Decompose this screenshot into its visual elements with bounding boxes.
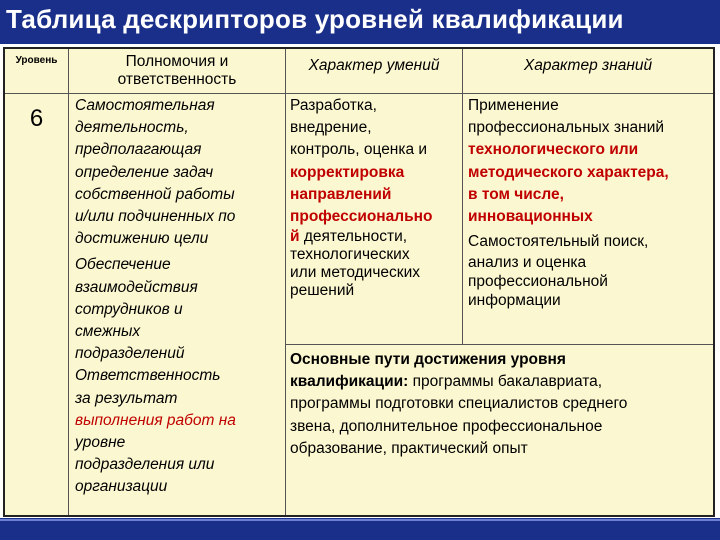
knowledge-cell (468, 95, 714, 310)
authority-line: достижению цели (75, 230, 209, 248)
paths-line: образование, практический опыт (290, 439, 528, 457)
knowledge-line: информации (468, 292, 561, 310)
authority-cell (75, 95, 285, 499)
knowledge-line-red: технологического или (468, 141, 639, 159)
paths-line: программы подготовки специалистов среднего (290, 395, 628, 413)
responsibility-line: уровне (75, 434, 126, 452)
skills-line: или методических (290, 264, 420, 282)
column-divider (68, 49, 69, 515)
responsibility-line: Ответственность (75, 367, 221, 385)
knowledge-line-red: методического характера, (468, 163, 669, 181)
authority-line: Самостоятельная (75, 97, 215, 114)
authority-line: определение задач (75, 163, 214, 181)
page-title: Таблица дескрипторов уровней квалификации (6, 4, 624, 34)
skills-cell (290, 95, 462, 300)
knowledge-line: профессиональной (468, 273, 608, 291)
skills-line-red: корректировка (290, 163, 405, 181)
title-bar (0, 0, 720, 44)
level-value: 6 (29, 105, 44, 132)
skills-line: Разработка, (290, 97, 377, 114)
descriptor-table (3, 47, 715, 517)
row-divider (285, 344, 713, 345)
skills-line: внедрение, (290, 119, 372, 137)
responsibility-line: организации (75, 478, 168, 496)
responsibility-line: подразделения или (75, 456, 215, 474)
paths-line: звена, дополнительное профессиональное (290, 417, 603, 435)
authority-line: собственной работы (75, 185, 235, 203)
skills-line-red: профессионально (290, 208, 433, 226)
cooperation-line: смежных (75, 323, 141, 341)
skills-black-fragment: деятельности, (299, 228, 408, 246)
responsibility-line: за результат (75, 389, 178, 407)
header-skills: Характер умений (308, 57, 440, 74)
header-divider (5, 93, 713, 94)
knowledge-line: профессиональных знаний (468, 119, 665, 137)
authority-line: деятельность, (75, 119, 189, 137)
skills-line-mixed (290, 228, 462, 246)
cooperation-line: Обеспечение (75, 256, 171, 274)
authority-line: предполагающая (75, 141, 202, 159)
knowledge-line: анализ и оценка (468, 254, 587, 272)
skills-line: решений (290, 282, 355, 300)
authority-line: и/или подчиненных по (75, 208, 236, 226)
header-authority (69, 53, 285, 89)
paths-line (290, 371, 714, 393)
knowledge-line: Применение (468, 97, 559, 114)
cooperation-line: взаимодействия (75, 278, 198, 296)
paths-first-rest: программы бакалавриата, (412, 373, 603, 391)
column-divider (285, 49, 286, 515)
skills-line-red: направлений (290, 185, 392, 203)
skills-line: технологических (290, 246, 410, 264)
skills-red-fragment: й (290, 228, 300, 246)
header-knowledge: Характер знаний (523, 57, 653, 74)
paths-cell (290, 349, 714, 460)
paths-heading: Основные пути достижения уровня (290, 351, 566, 368)
cooperation-line: подразделений (75, 345, 185, 363)
paths-label: квалификации: (290, 373, 409, 391)
skills-line: контроль, оценка и (290, 141, 428, 159)
knowledge-line-red: в том числе, (468, 185, 564, 203)
header-level: Уровень (15, 55, 58, 66)
footer-accent-line (0, 519, 720, 521)
knowledge-line-red: инновационных (468, 208, 593, 226)
header-authority-line: Полномочия и (125, 53, 229, 70)
header-authority-line: ответственность (117, 71, 237, 88)
footer-bar (0, 518, 720, 540)
knowledge-line: Самостоятельный поиск, (468, 233, 649, 251)
responsibility-line-red: выполнения работ на (75, 411, 236, 429)
cooperation-line: сотрудников и (75, 300, 183, 318)
